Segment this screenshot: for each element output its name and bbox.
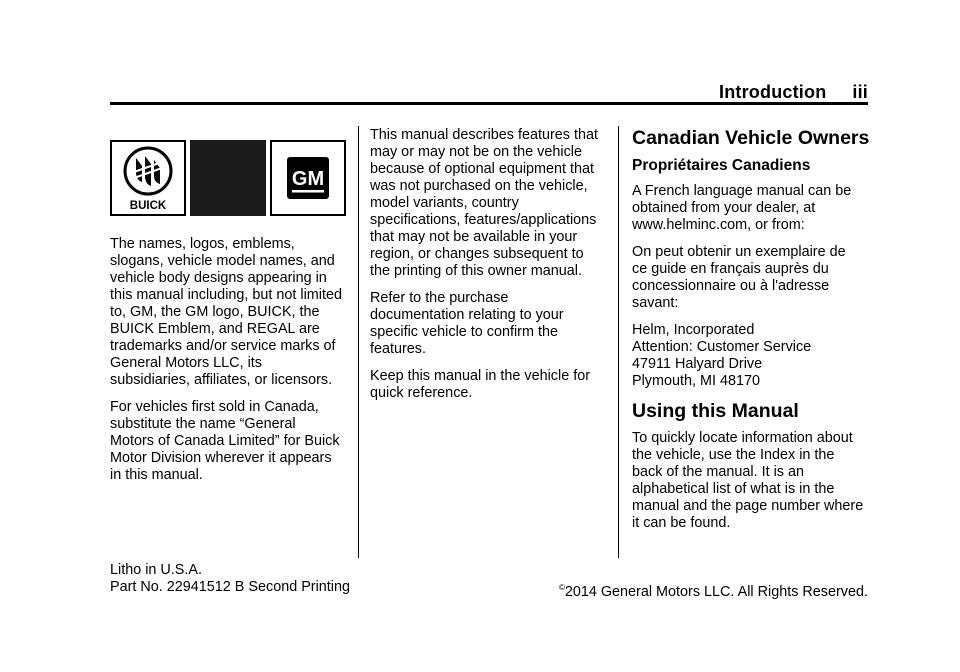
text-line: to, GM, the GM logo, BUICK, the [110,304,320,320]
text-line: ce guide en français auprès du [632,261,829,277]
text-line: For vehicles first sold in Canada, [110,399,319,415]
column-divider-2 [618,126,619,558]
text-line: A French language manual can be [632,183,852,199]
text-line: General Motors LLC, its [110,355,262,371]
text-line: savant: [632,295,679,311]
text-line: documentation relating to your [370,307,564,323]
trademark-paragraph [110,236,350,389]
text-line: 47911 Halyard Drive [632,356,763,372]
gm-logo [270,140,346,216]
text-line: www.helminc.com, or from: [632,217,805,233]
features-paragraph [370,127,606,280]
column-left [110,236,350,494]
gm-wordmark: GM [291,168,325,190]
text-line: Plymouth, MI 48170 [632,373,760,389]
text-line: specifications, features/applications [370,212,597,228]
column-divider-1 [358,126,359,558]
copyright-text: 2014 General Motors LLC. All Rights Reserved. [564,584,868,600]
text-line: Keep this manual in the vehicle for [370,368,590,384]
helm-address [632,322,868,390]
text-line: the printing of this owner manual. [370,263,582,279]
text-line: quick reference. [370,385,473,401]
text-line: To quickly locate information about [632,430,853,446]
gm-emblem-icon [272,142,344,214]
text-line: manual and the page number where [632,498,864,514]
text-line: because of optional equipment that [370,161,595,177]
text-line: may or may not be on the vehicle [370,144,582,160]
buick-wordmark: BUICK [129,200,167,212]
column-middle [370,127,606,412]
text-line: BUICK Emblem, and REGAL are [110,321,320,337]
page-header [110,82,868,104]
french-text-paragraph [632,244,868,312]
purchase-docs-paragraph [370,290,606,358]
proprietaires-subheading: Propriétaires Canadiens [632,157,811,174]
text-line: this manual including, but not limited [110,287,342,303]
text-line: in this manual. [110,467,203,483]
brand-logos [110,140,346,216]
text-line: specific vehicle to confirm the [370,324,558,340]
text-line: trademarks and/or service marks of [110,338,336,354]
text-line: the vehicle, use the Index in the [632,447,835,463]
text-line: was not purchased on the vehicle, [370,178,588,194]
french-manual-paragraph [632,183,868,234]
part-number-line: Part No. 22941512 B Second Printing [110,579,351,595]
text-line: slogans, vehicle model names, and [110,253,335,269]
column-right [632,127,868,542]
footer-copyright [559,579,868,601]
text-line: Motors of Canada Limited” for Buick [110,433,340,449]
header-rule [110,102,868,105]
text-line: Refer to the purchase [370,290,509,306]
text-line: substitute the name “General [110,416,296,432]
text-line: region, or changes subsequent to [370,246,584,262]
text-line: Helm, Incorporated [632,322,755,338]
text-line: On peut obtenir un exemplaire de [632,244,846,260]
litho-line: Litho in U.S.A. [110,562,202,578]
text-line: Attention: Customer Service [632,339,812,355]
black-logo-block [190,140,266,216]
text-line: subsidiaries, affiliates, or licensors. [110,372,333,388]
text-line: alphabetical list of what is in the [632,481,835,497]
footer-left [110,562,350,596]
text-line: that may not be available in your [370,229,578,245]
text-line: The names, logos, emblems, [110,236,295,252]
text-line: concessionnaire ou à l'adresse [632,278,830,294]
text-line: This manual describes features that [370,127,598,143]
text-line: it can be found. [632,515,731,531]
text-line: obtained from your dealer, at [632,200,816,216]
text-line: features. [370,341,426,357]
text-line: vehicle body designs appearing in [110,270,327,286]
text-line: back of the manual. It is an [632,464,804,480]
keep-manual-paragraph [370,368,606,402]
using-manual-paragraph [632,430,868,532]
canadian-owners-heading: Canadian Vehicle Owners [632,127,870,149]
buick-shield-icon [112,142,184,214]
buick-logo [110,140,186,216]
page-title: Introduction iii [719,82,868,102]
canada-name-paragraph [110,399,350,484]
text-line: model variants, country [370,195,519,211]
text-line: Motor Division wherever it appears [110,450,332,466]
using-manual-heading: Using this Manual [632,400,799,422]
copyright-symbol: © [558,583,565,592]
